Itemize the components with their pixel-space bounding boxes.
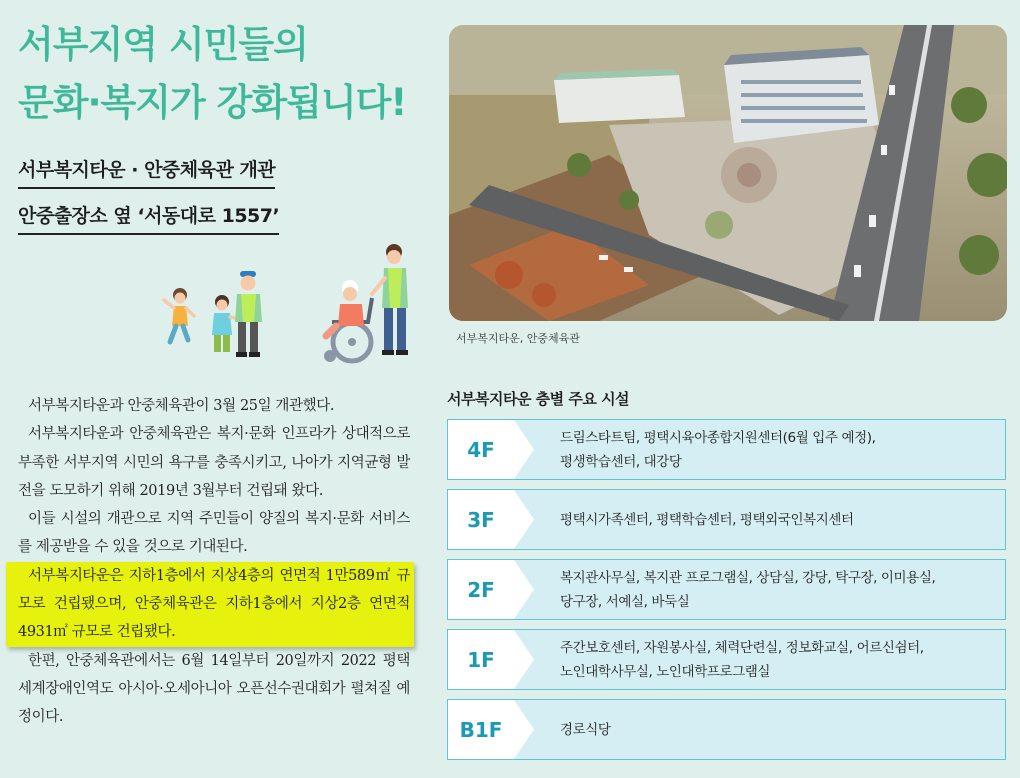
- article-body: [18, 392, 410, 732]
- floor-row-b1f: [447, 699, 1006, 760]
- floor-description-line-1: 경로식당: [560, 721, 611, 738]
- right-column: [440, 0, 1020, 778]
- floor-list: [447, 419, 1006, 769]
- floor-description: [560, 700, 991, 759]
- headline-line-1: 서부지역 시민들의: [18, 23, 308, 66]
- facilities-title: 서부복지타운 층별 주요 시설: [447, 390, 630, 408]
- left-column: [0, 0, 440, 778]
- aerial-photo: [449, 25, 1007, 321]
- floor-description: [560, 420, 991, 479]
- floor-description-line-1: 주간보호센터, 자원봉사실, 체력단련실, 정보화교실, 어르신쉼터,: [560, 639, 924, 656]
- floor-description-line-2: 평생학습센터, 대강당: [560, 453, 682, 470]
- floor-description-line-1: 드림스타트팀, 평택시육아종합지원센터(6월 입주 예정),: [560, 429, 876, 446]
- helper-figure: [235, 271, 262, 357]
- floor-label: B1F: [459, 717, 503, 742]
- article-highlight-paragraph: 서부복지타운은 지하1층에서 지상4층의 연면적 1만589㎡ 규모로 건립됐으며, 안중체육관은 지하1층에서 지상2층 연면적 4931㎡ 규모로 건립됐다.: [6, 562, 414, 647]
- floor-description-line-1: 평택시가족센터, 평택학습센터, 평택외국인복지센터: [560, 511, 854, 528]
- floor-label: 4F: [467, 437, 495, 462]
- floor-label: 1F: [467, 647, 495, 672]
- floor-row-1f: [447, 629, 1006, 690]
- article-paragraph-2: 서부복지타운과 안중체육관은 복지·문화 인프라가 상대적으로 부족한 서부지역 시민의 욕구를 충족시키고, 나아가 지역균형 발전을 도모하기 위해 2019년 3월부터 건립돼 왔다.: [18, 426, 410, 499]
- photo-caption: 서부복지타운, 안중체육관: [456, 332, 580, 345]
- floor-row-3f: [447, 489, 1006, 550]
- floor-row-4f: [447, 419, 1006, 480]
- wheelchair-figure: [324, 280, 372, 362]
- aerial-photo-image: [449, 25, 1007, 321]
- floor-description-line-2: 당구장, 서예실, 바둑실: [560, 593, 690, 610]
- article-paragraph-3: 이들 시설의 개관으로 지역 주민들이 양질의 복지·문화 서비스를 제공받을 수 있을 것으로 기대된다.: [18, 511, 410, 556]
- girl-figure: [164, 288, 194, 342]
- floor-description: [560, 490, 991, 549]
- article-paragraph-1: 서부복지타운과 안중체육관이 3월 25일 개관했다.: [28, 398, 335, 414]
- people-illustration: [150, 238, 420, 366]
- headline: [18, 16, 406, 132]
- floor-label: 2F: [467, 577, 495, 602]
- floor-label: 3F: [467, 507, 495, 532]
- subheadline-line-2: 안중출장소 옆 ‘서동대로 1557’: [18, 201, 279, 235]
- floor-description-line-2: 노인대학사무실, 노인대학프로그램실: [560, 663, 771, 680]
- article-paragraph-5: 한편, 안중체육관에서는 6월 14일부터 20일까지 2022 평택 세계장애인역도 아시아·오세아니아 오픈선수권대회가 펼쳐질 예정이다.: [18, 652, 410, 726]
- headline-line-2: 문화·복지가 강화됩니다!: [18, 81, 407, 124]
- floor-description-line-1: 복지관사무실, 복지관 프로그램실, 상담실, 강당, 탁구장, 이미용실,: [560, 569, 936, 586]
- floor-row-2f: [447, 559, 1006, 620]
- floor-description: [560, 560, 991, 619]
- caregiver-figure: [372, 244, 408, 355]
- floor-description: [560, 630, 991, 689]
- subheadline: [18, 155, 279, 247]
- subheadline-line-1: 서부복지타운 · 안중체육관 개관: [18, 155, 275, 189]
